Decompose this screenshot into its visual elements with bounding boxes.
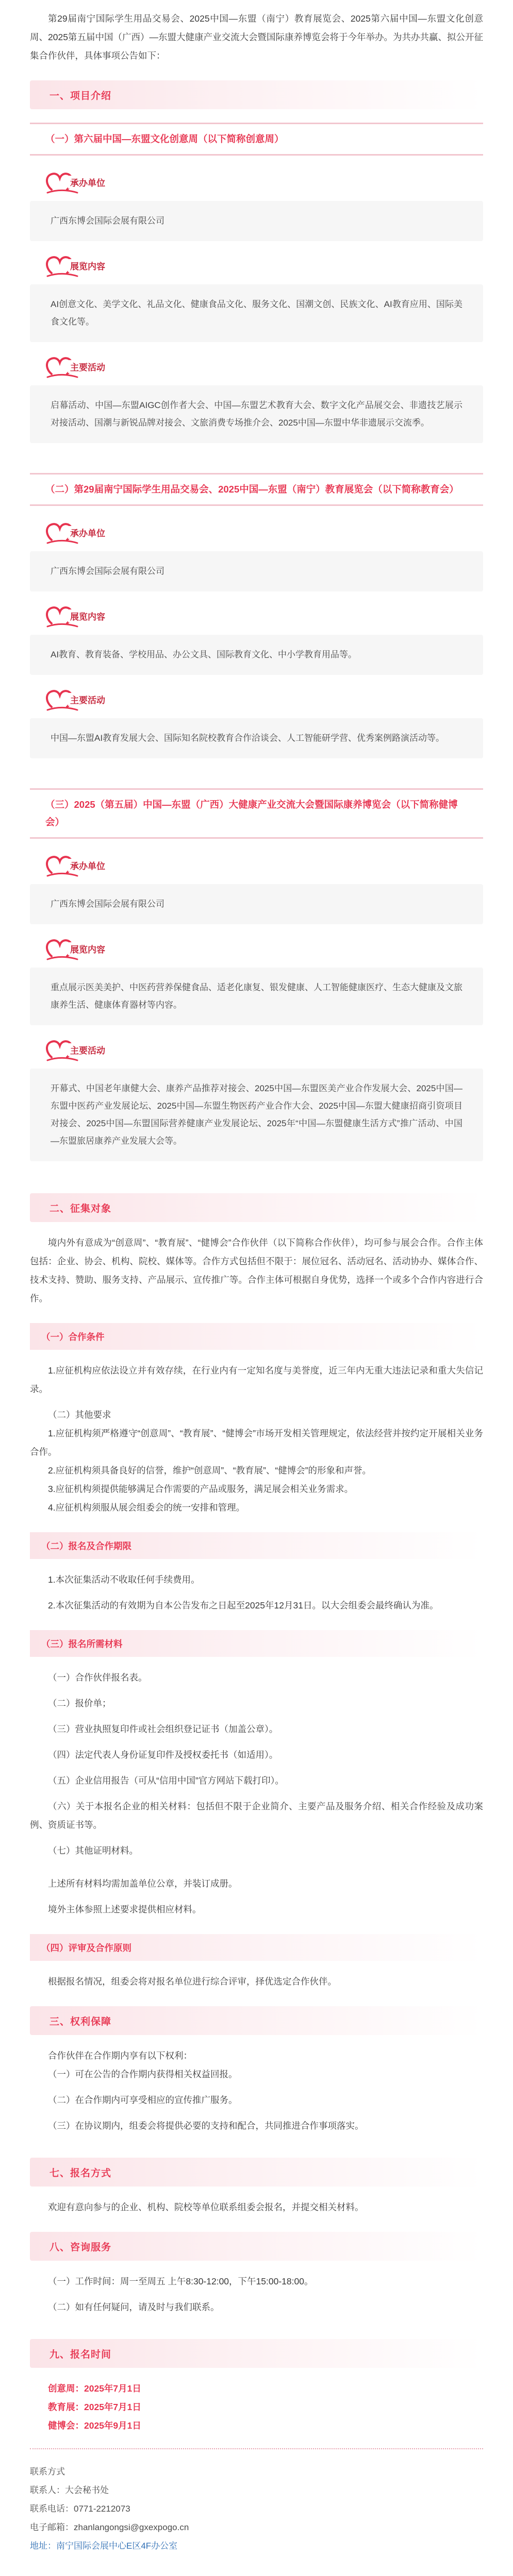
project-title-text: （二）第29届南宁国际学生用品交易会、2025中国—东盟（南宁）教育展览会（以下简称教育会）	[45, 484, 459, 495]
consult-line: （二）如有任何疑问，请及时与我们联系。	[48, 2302, 220, 2312]
date-lines	[30, 2379, 483, 2435]
conditions-other-title: （二）其他要求	[48, 1410, 111, 1420]
section-title-text: 八、咨询服务	[49, 2242, 112, 2253]
contact-address: 地址：南宁国际会展中心E区4F办公室	[30, 2541, 178, 2551]
project-title	[30, 788, 483, 839]
project-title-text: （三）2025（第五届）中国—东盟（广西）大健康产业交流大会暨国际康养博览会（以下简称健博会）	[45, 799, 458, 827]
material-item: （二）报价单；	[48, 1698, 111, 1708]
conditions-p5: 4.应征机构须服从展会组委会的统一安排和管理。	[48, 1502, 245, 1513]
rights-list	[30, 2065, 483, 2142]
section-title-text: 二、征集对象	[49, 1203, 112, 1214]
block-label	[44, 167, 483, 196]
apply-text: 欢迎有意向参与的企业、机构、院校等单位联系组委会报名，并提交相关材料。	[48, 2202, 364, 2212]
contact-email[interactable]: 电子邮箱：zhanlangongsi@gxexpogo.cn	[30, 2522, 189, 2532]
section-title-text: 七、报名方式	[49, 2167, 112, 2179]
section-project-intro	[30, 80, 483, 109]
block-card: 广西东博会国际会展有限公司	[30, 551, 483, 591]
subsection-conditions	[30, 1323, 483, 1350]
block-label	[44, 250, 483, 279]
block-label-text: 承办单位	[68, 859, 107, 872]
rights-intro: 合作伙伴在合作期内享有以下权利：	[48, 2050, 192, 2061]
block-card: 开幕式、中国老年康健大会、康养产品推荐对接会、2025中国—东盟医美产业合作发展大会、2025中国—东盟中医药产业发展论坛、2025中国—东盟生物医药产业合作大会、2025中国—东盟大健康招商引资项目对接会、2025中国—东盟国际营养健康产业发展论坛、2025年“中国—东盟健康生活方式”推广活动、中国—东盟旅居康养产业发展大会等。	[30, 1069, 483, 1161]
subsection-title-text: （四）评审及合作原则	[41, 1942, 131, 1953]
contact-title: 联系方式	[30, 2467, 65, 2477]
subsection-materials	[30, 1630, 483, 1657]
section-title-text: 一、项目介绍	[49, 90, 112, 101]
material-item: （四）法定代表人身份证复印件及授权委托书（如适用）。	[48, 1750, 278, 1760]
material-item: （一）合作伙伴报名表。	[48, 1672, 147, 1683]
contact-phone: 联系电话：0771-2212073	[30, 2504, 130, 2514]
project-title	[30, 473, 483, 506]
block-label	[44, 517, 483, 546]
review-text: 根据报名情况，组委会将对报名单位进行综合评审，择优选定合作伙伴。	[48, 1976, 337, 1987]
block-card: AI创意文化、美学文化、礼品文化、健康食品文化、服务文化、国潮文创、民族文化、AI教育应用、国际美食文化等。	[30, 284, 483, 342]
contact-person: 联系人：大会秘书处	[30, 2485, 109, 2495]
block-label	[44, 601, 483, 630]
block-label-text: 主要活动	[68, 1043, 107, 1056]
block-label-text: 主要活动	[68, 693, 107, 706]
conditions-p2: 1.应征机构须严格遵守“创意周”、“教育展”、“健博会”市场开发相关管理规定，依法经营并按约定开展相关业务合作。	[30, 1428, 483, 1457]
block-label-text: 承办单位	[68, 526, 107, 539]
block-label	[44, 684, 483, 713]
block-label-text: 展览内容	[68, 259, 107, 272]
material-item: （五）企业信用报告（可从“信用中国”官方网站下载打印）。	[48, 1775, 284, 1786]
rights-item: （二）在合作期内可享受相应的宣传推广服务。	[48, 2095, 238, 2105]
section-dates	[30, 2339, 483, 2368]
section-rights	[30, 2006, 483, 2035]
project-title	[30, 123, 483, 156]
block-label-text: 承办单位	[68, 176, 107, 189]
block-label	[44, 351, 483, 380]
conditions-p3: 2.应征机构须具备良好的信誉，维护“创意周”、“教育展”、“健博会”的形象和声誉。	[48, 1465, 372, 1476]
consult-lines	[30, 2272, 483, 2324]
block-label	[44, 1035, 483, 1063]
subsection-title-text: （二）报名及合作期限	[41, 1540, 131, 1551]
material-item: （三）营业执照复印件或社会组织登记证书（加盖公章）。	[48, 1724, 278, 1734]
conditions-p1: 1.应征机构应依法设立并有效存续，在行业内有一定知名度与美誉度，近三年内无重大违法记录和重大失信记录。	[30, 1365, 483, 1394]
projects-container	[30, 123, 483, 1178]
consult-line: （一）工作时间：周一至周五 上午8:30-12:00，下午15:00-18:00。	[48, 2276, 313, 2286]
materials-list	[30, 1668, 483, 1867]
materials-note1: 上述所有材料均需加盖单位公章，并装订成册。	[48, 1878, 238, 1889]
project-title-text: （一）第六届中国—东盟文化创意周（以下简称创意周）	[45, 133, 284, 144]
targets-intro: 境内外有意成为“创意周”、“教育展”、“健博会”合作伙伴（以下简称合作伙伴），均可参与展会合作。合作主体包括：企业、协会、机构、院校、媒体等。合作方式包括但不限于：展位冠名、活动冠名、活动协办、媒体合作、技术支持、赞助、服务支持、产品展示、宣传推广等。合作主体可根据自身优势，选择一个或多个合作内容进行合作。	[30, 1238, 483, 1303]
section-title-text: 三、权利保障	[49, 2016, 112, 2027]
period-p1: 1.本次征集活动不收取任何手续费用。	[48, 1574, 200, 1585]
block-label	[44, 850, 483, 879]
subsection-period	[30, 1532, 483, 1559]
block-card: 重点展示医美美护、中医药营养保健食品、适老化康复、银发健康、人工智能健康医疗、生态大健康及文旅康养生活、健康体育器材等内容。	[30, 968, 483, 1025]
date-line: 创意周：2025年7月1日	[48, 2383, 141, 2394]
conditions-p4: 3.应征机构须提供能够满足合作需要的产品或服务，满足展会相关业务需求。	[48, 1484, 354, 1494]
section-consult	[30, 2232, 483, 2261]
section-apply	[30, 2158, 483, 2187]
block-label-text: 主要活动	[68, 360, 107, 373]
rights-item: （三）在协议期内，组委会将提供必要的支持和配合，共同推进合作事项落实。	[48, 2121, 364, 2131]
block-card: 中国—东盟AI教育发展大会、国际知名院校教育合作洽谈会、人工智能研学营、优秀案例路演活动等。	[30, 718, 483, 758]
material-item: （六）关于本报名企业的相关材料：包括但不限于企业简介、主要产品及服务介绍、相关合作经验及成功案例、资质证书等。	[30, 1801, 483, 1830]
date-line: 健博会：2025年9月1日	[48, 2420, 141, 2431]
block-card: 广西东博会国际会展有限公司	[30, 201, 483, 241]
subsection-title-text: （一）合作条件	[41, 1331, 105, 1342]
section-targets	[30, 1193, 483, 1222]
material-item: （七）其他证明材料。	[48, 1845, 138, 1856]
period-p2: 2.本次征集活动的有效期为自本公告发布之日起至2025年12月31日。以大会组委会最终确认为准。	[48, 1600, 439, 1611]
block-card: 启幕活动、中国—东盟AIGC创作者大会、中国—东盟艺术教育大会、数字文化产品展交会、非遗技艺展示对接活动、国潮与新锐品牌对接会、文旅消费专场推介会、2025中国—东盟中华非遗展示交流季。	[30, 385, 483, 443]
block-label-text: 展览内容	[68, 942, 107, 955]
rights-item: （一）可在公告的合作期内获得相关权益回报。	[48, 2069, 238, 2079]
block-card: 广西东博会国际会展有限公司	[30, 884, 483, 924]
subsection-review	[30, 1934, 483, 1961]
block-label	[44, 934, 483, 962]
block-card: AI教育、教育装备、学校用品、办公文具、国际教育文化、中小学教育用品等。	[30, 635, 483, 675]
subsection-title-text: （三）报名所需材料	[41, 1638, 123, 1649]
block-label-text: 展览内容	[68, 609, 107, 622]
section-title-text: 九、报名时间	[49, 2349, 112, 2360]
intro-paragraph: 第29届南宁国际学生用品交易会、2025中国—东盟（南宁）教育展览会、2025第六届中国—东盟文化创意周、2025第五届中国（广西）—东盟大健康产业交流大会暨国际康养博览会将于今年举办。为共办共赢、拟公开征集合作伙伴，具体事项公告如下：	[30, 13, 483, 61]
materials-note2: 境外主体参照上述要求提供相应材料。	[48, 1904, 202, 1914]
date-line: 教育展：2025年7月1日	[48, 2402, 141, 2412]
